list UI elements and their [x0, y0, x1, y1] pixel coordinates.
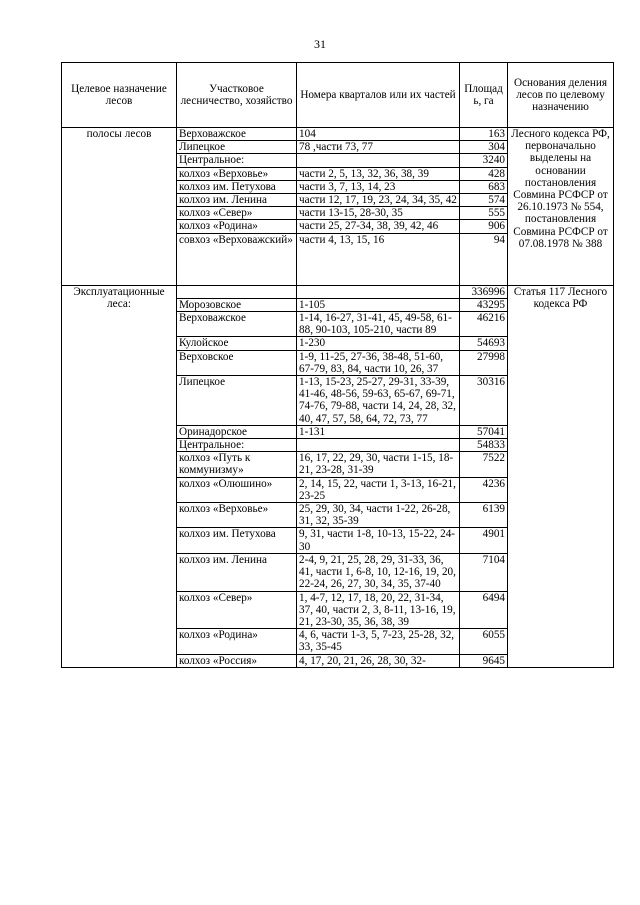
header-purpose: Целевое назначение лесов: [62, 63, 177, 128]
unit-cell: Морозовское: [177, 298, 297, 311]
quarters-cell: 1-105: [297, 298, 460, 311]
unit-cell: совхоз «Верховажский»: [177, 233, 297, 285]
unit-cell: колхоз «Север»: [177, 207, 297, 220]
quarters-cell: [297, 154, 460, 167]
quarters-cell: 78 ,части 73, 77: [297, 141, 460, 154]
table-header-row: [62, 63, 614, 128]
quarters-cell: 9, 31, части 1-8, 10-13, 15-22, 24-30: [297, 528, 460, 553]
table-row: [62, 128, 614, 141]
area-cell: 6494: [460, 591, 508, 629]
quarters-cell: части 3, 7, 13, 14, 23: [297, 180, 460, 193]
unit-cell: Липецкое: [177, 376, 297, 426]
area-cell: 683: [460, 180, 508, 193]
unit-cell: колхоз «Север»: [177, 591, 297, 629]
quarters-cell: 16, 17, 22, 29, 30, части 1-15, 18-21, 23-28, 31-39: [297, 452, 460, 477]
quarters-cell: части 13-15, 28-30, 35: [297, 207, 460, 220]
total-area-cell: 336996: [460, 285, 508, 298]
area-cell: 9645: [460, 654, 508, 667]
quarters-cell: части 4, 13, 15, 16: [297, 233, 460, 285]
forest-purpose-table: [61, 62, 614, 668]
unit-cell: Верховажское: [177, 128, 297, 141]
basis-cell: Статья 117 Лесного кодекса РФ: [508, 285, 614, 667]
table-row: [62, 285, 614, 298]
unit-cell: Липецкое: [177, 141, 297, 154]
unit-cell: Центральное:: [177, 154, 297, 167]
area-cell: 54693: [460, 337, 508, 350]
area-cell: 555: [460, 207, 508, 220]
quarters-cell: части 2, 5, 13, 32, 36, 38, 39: [297, 167, 460, 180]
quarters-cell: 1-14, 16-27, 31-41, 45, 49-58, 61-88, 90-103, 105-210, части 89: [297, 312, 460, 337]
area-cell: 428: [460, 167, 508, 180]
quarters-cell: 2-4, 9, 21, 25, 28, 29, 31-33, 36, 41, части 1, 6-8, 10, 12-16, 19, 20, 22-24, 26, 27, 30, 34, 35, 37-40: [297, 553, 460, 591]
header-area: Площадь, га: [460, 63, 508, 128]
area-cell: 6139: [460, 503, 508, 528]
area-cell: 3240: [460, 154, 508, 167]
unit-cell: колхоз «Путь к коммунизму»: [177, 452, 297, 477]
area-cell: 304: [460, 141, 508, 154]
area-cell: 57041: [460, 425, 508, 438]
unit-cell: Центральное:: [177, 439, 297, 452]
quarters-cell: части 12, 17, 19, 23, 24, 34, 35, 42: [297, 194, 460, 207]
header-basis: Основания деления лесов по целевому назначению: [508, 63, 614, 128]
unit-cell: Кулойское: [177, 337, 297, 350]
unit-cell: колхоз «Верховье»: [177, 503, 297, 528]
area-cell: 6055: [460, 629, 508, 654]
quarters-cell: [297, 439, 460, 452]
area-cell: 574: [460, 194, 508, 207]
area-cell: 4236: [460, 477, 508, 502]
quarters-cell: 25, 29, 30, 34, части 1-22, 26-28, 31, 32, 35-39: [297, 503, 460, 528]
area-cell: 906: [460, 220, 508, 233]
area-cell: 27998: [460, 350, 508, 375]
unit-cell: Верховское: [177, 350, 297, 375]
unit-cell: Верховажское: [177, 312, 297, 337]
area-cell: 30316: [460, 376, 508, 426]
unit-cell: Оринадорское: [177, 425, 297, 438]
unit-cell: колхоз «Родина»: [177, 220, 297, 233]
page-number: 31: [314, 37, 326, 51]
unit-cell: колхоз «Олюшино»: [177, 477, 297, 502]
unit-cell: колхоз им. Ленина: [177, 194, 297, 207]
quarters-cell: 1-9, 11-25, 27-36, 38-48, 51-60, 67-79, 83, 84, части 10, 26, 37: [297, 350, 460, 375]
area-cell: 7522: [460, 452, 508, 477]
quarters-cell: части 25, 27-34, 38, 39, 42, 46: [297, 220, 460, 233]
unit-cell: колхоз «Верховье»: [177, 167, 297, 180]
quarters-cell: 1-13, 15-23, 25-27, 29-31, 33-39, 41-46, 48-56, 59-63, 65-67, 69-71, 74-76, 79-88, части 14, 24, 28, 32, 40, 47, 57, 58, 64, 72, 73, 77: [297, 376, 460, 426]
quarters-cell: 104: [297, 128, 460, 141]
unit-cell: колхоз им. Петухова: [177, 528, 297, 553]
unit-cell: колхоз им. Петухова: [177, 180, 297, 193]
purpose-cell: полосы лесов: [62, 128, 177, 286]
header-quarters: Номера кварталов или их частей: [297, 63, 460, 128]
unit-cell: колхоз «Россия»: [177, 654, 297, 667]
area-cell: 4901: [460, 528, 508, 553]
header-unit: Участковое лесничество, хозяйство: [177, 63, 297, 128]
quarters-cell: 4, 17, 20, 21, 26, 28, 30, 32-: [297, 654, 460, 667]
area-cell: 46216: [460, 312, 508, 337]
area-cell: 43295: [460, 298, 508, 311]
basis-cell: Лесного кодекса РФ, первоначально выделены на основании постановления Совмина РСФСР от 26.10.1973 № 554, постановления Совмина РСФСР от 07.08.1978 № 388: [508, 128, 614, 286]
quarters-cell: 1, 4-7, 12, 17, 18, 20, 22, 31-34, 37, 40, части 2, 3, 8-11, 13-16, 19, 21, 23-30, 35, 36, 38, 39: [297, 591, 460, 629]
area-cell: 163: [460, 128, 508, 141]
quarters-cell: 2, 14, 15, 22, части 1, 3-13, 16-21, 23-25: [297, 477, 460, 502]
area-cell: 7104: [460, 553, 508, 591]
unit-cell: колхоз «Родина»: [177, 629, 297, 654]
quarters-cell: 1-131: [297, 425, 460, 438]
area-cell: 94: [460, 233, 508, 285]
quarters-cell: 1-230: [297, 337, 460, 350]
unit-cell: колхоз им. Ленина: [177, 553, 297, 591]
purpose-cell: Эксплуатационные леса:: [62, 285, 177, 667]
area-cell: 54833: [460, 439, 508, 452]
quarters-cell: 4, 6, части 1-3, 5, 7-23, 25-28, 32, 33, 35-45: [297, 629, 460, 654]
